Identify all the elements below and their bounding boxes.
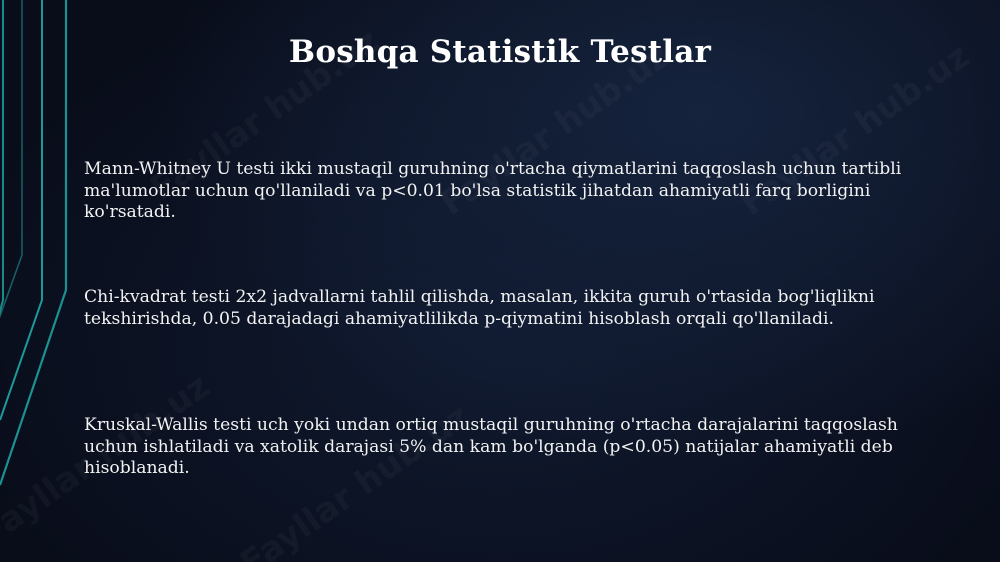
paragraph-kruskal-wallis: Kruskal-Wallis testi uch yoki undan ortiq mustaqil guruhning o'rtacha darajalarini taqqoslash uchun ishlatiladi va xatolik darajasi 5% dan kam bo'lganda (p<0.05) natijalar ahamiyatli deb hisoblanadi. xyxy=(84,415,898,478)
paragraph-mann-whitney: Mann-Whitney U testi ikki mustaqil guruhning o'rtacha qiymatlarini taqqoslash uchun tartibli ma'lumotlar uchun qo'llaniladi va p<0.01 bo'lsa statistik jihatdan ahamiyatli farq borligini ko'rsatadi. xyxy=(84,159,902,222)
accent-line-4 xyxy=(0,0,66,485)
slide-title: Boshqa Statistik Testlar xyxy=(288,34,712,70)
paragraph-chi-square: Chi-kvadrat testi 2x2 jadvallarni tahlil qilishda, masalan, ikkita guruh o'rtasida bog'liqlikni tekshirishda, 0.05 darajadagi ahamiyatlilikda p-qiymatini hisoblash orqali qo'llaniladi. xyxy=(84,287,875,329)
